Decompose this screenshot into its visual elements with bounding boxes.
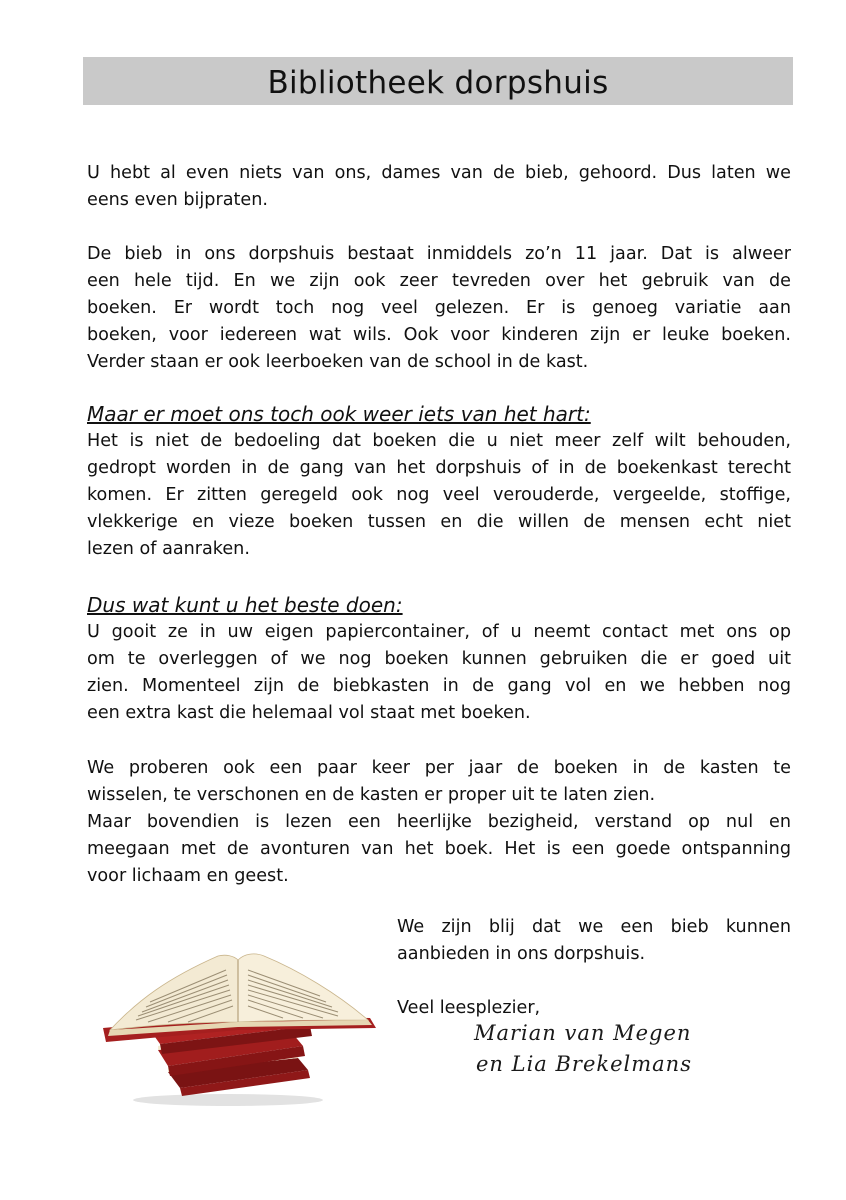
history-line: De bieb in ons dorpshuis bestaat inmiddels zo’n 11 jaar. Dat is alweer <box>87 244 791 264</box>
closing-line: aanbieden in ons dorpshuis. <box>397 944 646 964</box>
signature-line-2: en Lia Brekelmans <box>476 1052 692 1076</box>
page-title-bar <box>83 57 793 105</box>
upkeep-line: wisselen, te verschonen en de kasten er proper uit te laten zien. <box>87 785 656 805</box>
upkeep-line: Maar bovendien is lezen een heerlijke bezigheid, verstand op nul en <box>87 812 791 832</box>
upkeep-line: We proberen ook een paar keer per jaar de boeken in de kasten te <box>87 758 791 778</box>
intro-line: U hebt al even niets van ons, dames van de bieb, gehoord. Dus laten we <box>87 163 791 183</box>
upkeep-line: meegaan met de avonturen van het boek. Het is een goede ontspanning <box>87 839 791 859</box>
intro-paragraph <box>87 160 791 214</box>
advice-line: zien. Momenteel zijn de biebkasten in de gang vol en we hebben nog <box>87 676 791 696</box>
page-title: Bibliotheek dorpshuis <box>267 65 609 101</box>
greeting-block <box>397 995 791 1022</box>
advice-line: om te overleggen of we nog boeken kunnen gebruiken die er goed uit <box>87 649 791 669</box>
upkeep-line: voor lichaam en geest. <box>87 866 289 886</box>
concern-line: lezen of aanraken. <box>87 539 250 559</box>
upkeep-paragraph <box>87 755 791 890</box>
history-line: een hele tijd. En we zijn ook zeer tevreden over het gebruik van de <box>87 271 791 291</box>
history-paragraph <box>87 241 791 376</box>
intro-line: eens even bijpraten. <box>87 190 268 210</box>
advice-heading: Dus wat kunt u het beste doen: <box>87 593 403 617</box>
open-book-stack-icon <box>98 930 388 1110</box>
concern-line: gedropt worden in de gang van het dorpshuis of in de boekenkast terecht <box>87 458 791 478</box>
closing-paragraph <box>397 914 791 968</box>
concern-line: Het is niet de bedoeling dat boeken die u niet meer zelf wilt behouden, <box>87 431 791 451</box>
signature-line-1: Marian van Megen <box>474 1021 692 1045</box>
history-line: boeken. Er wordt toch nog veel gelezen. Er is genoeg variatie aan <box>87 298 791 318</box>
open-book <box>103 954 376 1042</box>
concern-heading: Maar er moet ons toch ook weer iets van het hart: <box>87 402 591 426</box>
history-line: boeken, voor iedereen wat wils. Ook voor kinderen zijn er leuke boeken. <box>87 325 791 345</box>
greeting: Veel leesplezier, <box>397 998 541 1018</box>
concern-line: vlekkerige en vieze boeken tussen en die willen de mensen echt niet <box>87 512 791 532</box>
advice-section <box>87 592 791 727</box>
concern-section <box>87 401 791 563</box>
advice-line: een extra kast die helemaal vol staat met boeken. <box>87 703 531 723</box>
history-line: Verder staan er ook leerboeken van de school in de kast. <box>87 352 589 372</box>
closing-line: We zijn blij dat we een bieb kunnen <box>397 917 791 937</box>
advice-line: U gooit ze in uw eigen papiercontainer, of u neemt contact met ons op <box>87 622 791 642</box>
concern-line: komen. Er zitten geregeld ook nog veel verouderde, vergeelde, stoffige, <box>87 485 791 505</box>
